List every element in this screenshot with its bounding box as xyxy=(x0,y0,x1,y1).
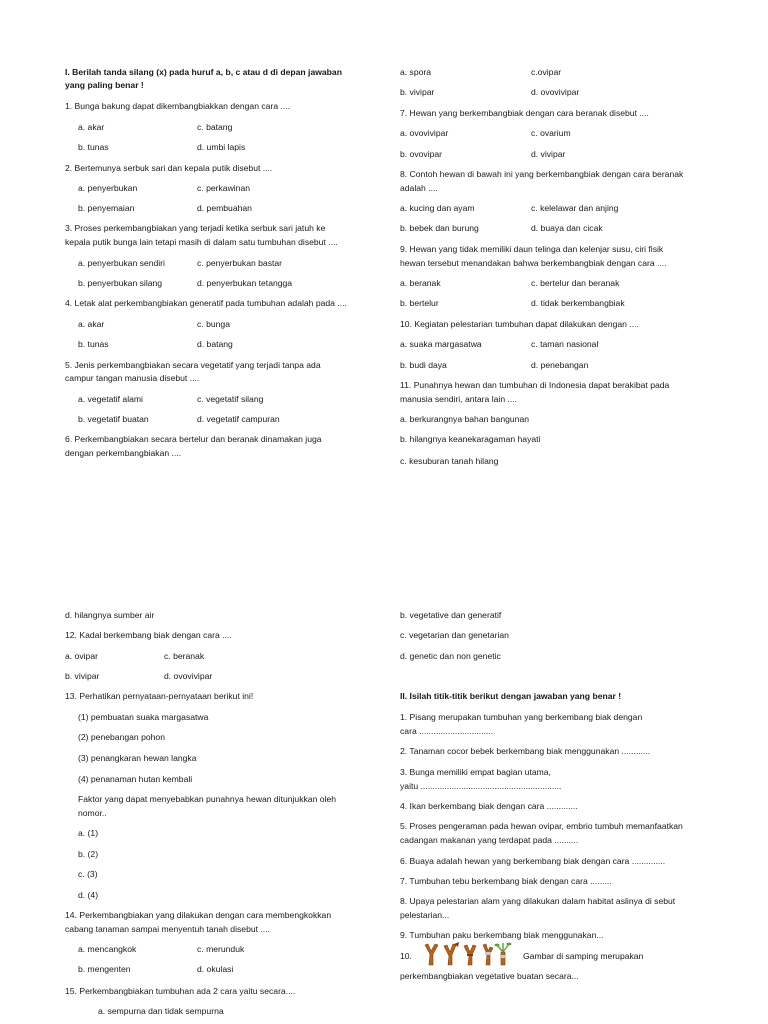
option-a[interactable]: a. akar xyxy=(78,122,105,132)
essay-text-line1: 1. Pisang merupakan tumbuhan yang berkembang biak dengan xyxy=(400,712,643,722)
option-d[interactable]: d. pembuahan xyxy=(197,203,252,213)
question-text-line1: 14. Perkembangbiakan yang dilakukan dengan cara membengkokkan xyxy=(65,910,332,920)
question-text: 1. Bunga bakung dapat dikembangbiakkan dengan cara .... xyxy=(65,101,291,111)
question-11-option-d[interactable]: d. hilangnya sumber air xyxy=(65,610,155,620)
question-text-line2: hewan tersebut menandakan bahwa berkembangbiak dengan cara .... xyxy=(400,258,667,268)
stem-stage-4 xyxy=(483,944,493,965)
question-text: 15. Perkembangbiakan tumbuhan ada 2 cara yaitu secara.... xyxy=(65,986,296,996)
option-c[interactable]: c. kesuburan tanah hilang xyxy=(400,456,499,466)
option-c[interactable]: c. bertelur dan beranak xyxy=(531,278,620,288)
prompt-line2: nomor.. xyxy=(78,808,107,818)
essay-text-line1: 8. Upaya pelestarian alam yang dilakukan dalam habitat aslinya di sebut xyxy=(400,896,676,906)
essay-4[interactable]: 4. Ikan berkembang biak dengan cara ............. xyxy=(400,801,578,811)
option-c[interactable]: c. ovarium xyxy=(531,128,571,138)
essay-text-line2[interactable]: pelestarian... xyxy=(400,910,450,920)
option-a[interactable]: a. kucing dan ayam xyxy=(400,203,475,213)
question-text-line2: manusia sendiri, antara lain .... xyxy=(400,394,518,404)
option-b[interactable]: b. hilangnya keanekaragaman hayati xyxy=(400,434,541,444)
question-text-line2: cabang tanaman sampai menyentuh tanah disebut .... xyxy=(65,924,270,934)
option-b[interactable]: b. (2) xyxy=(78,849,99,859)
option-a[interactable]: a. mencangkok xyxy=(78,944,137,954)
option-b[interactable]: b. bertelur xyxy=(400,298,439,308)
option-b[interactable]: b. tunas xyxy=(78,142,109,152)
option-d[interactable]: d. vivipar xyxy=(531,149,566,159)
stem-stage-3 xyxy=(464,945,476,965)
essay-2[interactable]: 2. Tanaman cocor bebek berkembang biak menggunakan ............ xyxy=(400,746,651,756)
option-b[interactable]: b. vivipar xyxy=(400,87,435,97)
question-text-line1: 8. Contoh hewan di bawah ini yang berkembangbiak dengan cara beranak xyxy=(400,169,684,179)
essay-6[interactable]: 6. Buaya adalah hewan yang berkembang biak dengan cara .............. xyxy=(400,856,666,866)
essay-text-line2[interactable]: cadangan makanan yang terdapat pada .......... xyxy=(400,835,579,845)
option-b[interactable]: b. budi daya xyxy=(400,360,447,370)
option-b[interactable]: b. vegetatif buatan xyxy=(78,414,149,424)
option-d[interactable]: d. ovovivipar xyxy=(164,671,213,681)
section-title-line2: yang paling benar ! xyxy=(65,80,144,90)
question-text-line2: dengan perkembangbiakan .... xyxy=(65,448,182,458)
option-c[interactable]: c. vegetarian dan genetarian xyxy=(400,630,509,640)
prompt-line1: Faktor yang dapat menyebabkan punahnya hewan ditunjukkan oleh xyxy=(78,794,336,804)
essay-number: 10. xyxy=(400,951,412,961)
question-text-line1: 6. Perkembangbiakan secara bertelur dan beranak dinamakan juga xyxy=(65,434,322,444)
option-c[interactable]: c. (3) xyxy=(78,869,98,879)
option-a[interactable]: a. akar xyxy=(78,319,105,329)
option-a[interactable]: a. vegetatif alami xyxy=(78,394,143,404)
option-a[interactable]: a. penyerbukan xyxy=(78,183,138,193)
question-text-line1: 9. Hewan yang tidak memiliki daun telinga dan kelenjar susu, ciri fisik xyxy=(400,244,664,254)
option-c[interactable]: c.ovipar xyxy=(531,67,562,77)
option-d[interactable]: d. genetic dan non genetic xyxy=(400,651,501,661)
question-text: 10. Kegiatan pelestarian tumbuhan dapat dilakukan dengan .... xyxy=(400,319,639,329)
option-c[interactable]: c. perkawinan xyxy=(197,183,251,193)
question-text: 4. Letak alat perkembangbiakan generatif pada tumbuhan adalah pada .... xyxy=(65,298,347,308)
question-text-line2: kepala putik bunga lain tetapi masih di dalam satu tumbuhan disebut .... xyxy=(65,237,338,247)
option-a[interactable]: a. sempurna dan tidak sempurna xyxy=(98,1006,224,1016)
stem-stage-2 xyxy=(444,942,459,965)
question-text-line1: 3. Proses perkembangbiakan yang terjadi ketika serbuk sari jatuh ke xyxy=(65,223,326,233)
option-c[interactable]: c. kelelawar dan anjing xyxy=(531,203,619,213)
option-b[interactable]: b. vegetative dan generatif xyxy=(400,610,502,620)
option-d[interactable]: d. buaya dan cicak xyxy=(531,223,603,233)
question-text: 12. Kadal berkembang biak dengan cara .... xyxy=(65,630,232,640)
essay-text-line1: Gambar di samping merupakan xyxy=(523,951,644,961)
option-d[interactable]: d. ovovivipar xyxy=(531,87,580,97)
option-b[interactable]: b. bebek dan burung xyxy=(400,223,479,233)
option-d[interactable]: d. penebangan xyxy=(531,360,589,370)
option-d[interactable]: d. tidak berkembangbiak xyxy=(531,298,625,308)
essay-text-line1: 5. Proses pengeraman pada hewan ovipar, embrio tumbuh memanfaatkan xyxy=(400,821,683,831)
option-a[interactable]: a. berkurangnya bahan bangunan xyxy=(400,414,530,424)
option-b[interactable]: b. vivipar xyxy=(65,671,100,681)
option-c[interactable]: c. bunga xyxy=(197,319,230,329)
option-b[interactable]: b. mengenten xyxy=(78,964,131,974)
option-b[interactable]: b. tunas xyxy=(78,339,109,349)
option-a[interactable]: a. (1) xyxy=(78,828,99,838)
question-text-line1: 5. Jenis perkembangbiakan secara vegetatif yang terjadi tanpa ada xyxy=(65,360,321,370)
option-a[interactable]: a. suaka margasatwa xyxy=(400,339,482,349)
option-c[interactable]: c. vegetatif silang xyxy=(197,394,264,404)
question-text-line1: 11. Punahnya hewan dan tumbuhan di Indonesia dapat berakibat pada xyxy=(400,380,670,390)
question-text-line2: campur tangan manusia disebut .... xyxy=(65,373,200,383)
option-c[interactable]: c. batang xyxy=(197,122,233,132)
plant-grafting-illustration xyxy=(421,942,521,966)
option-c[interactable]: c. taman nasional xyxy=(531,339,599,349)
stem-stage-1 xyxy=(425,944,438,965)
essay-text-line2[interactable]: cara ............................... xyxy=(400,726,494,736)
essay-text-line2[interactable]: perkembangbiakan vegetative buatan secara... xyxy=(400,971,579,981)
statement-2: (2) penebangan pohon xyxy=(78,732,165,742)
option-a[interactable]: a. penyerbukan sendiri xyxy=(78,258,165,268)
option-d[interactable]: d. penyerbukan tetangga xyxy=(197,278,293,288)
option-d[interactable]: d. batang xyxy=(197,339,233,349)
option-a[interactable]: a. ovovivipar xyxy=(400,128,449,138)
option-b[interactable]: b. penyemaian xyxy=(78,203,135,213)
option-a[interactable]: a. beranak xyxy=(400,278,441,288)
option-a[interactable]: a. ovipar xyxy=(65,651,98,661)
section-title-line1: I. Berilah tanda silang (x) pada huruf a, b, c atau d di depan jawaban xyxy=(65,67,342,77)
option-b[interactable]: b. penyerbukan silang xyxy=(78,278,163,288)
option-d[interactable]: d. okulasi xyxy=(197,964,234,974)
option-d[interactable]: d. (4) xyxy=(78,890,99,900)
statement-1: (1) pembuatan suaka margasatwa xyxy=(78,712,209,722)
option-c[interactable]: c. penyerbukan bastar xyxy=(197,258,283,268)
essay-7[interactable]: 7. Tumbuhan tebu berkembang biak dengan cara ......... xyxy=(400,876,612,886)
stem-stage-5 xyxy=(495,943,512,965)
option-c[interactable]: c. merunduk xyxy=(197,944,245,954)
statement-3: (3) penangkaran hewan langka xyxy=(78,753,197,763)
question-text: 7. Hewan yang berkembangbiak dengan cara beranak disebut .... xyxy=(400,108,649,118)
section-2-title: II. Isilah titik-titik berikut dengan jawaban yang benar ! xyxy=(400,691,622,701)
statement-4: (4) penanaman hutan kembali xyxy=(78,774,193,784)
question-text: 13. Perhatikan pernyataan-pernyataan berikut ini! xyxy=(65,691,254,701)
essay-text-line2[interactable]: yaitu ........................................................... xyxy=(400,781,562,791)
option-d[interactable]: d. vegetatif campuran xyxy=(197,414,280,424)
question-text: 2. Bertemunya serbuk sari dan kepala putik disebut .... xyxy=(65,163,273,173)
option-b[interactable]: b. ovovipar xyxy=(400,149,443,159)
essay-9[interactable]: 9. Tumbuhan paku berkembang biak menggunakan... xyxy=(400,930,604,940)
option-a[interactable]: a. spora xyxy=(400,67,432,77)
option-c[interactable]: c. beranak xyxy=(164,651,205,661)
option-d[interactable]: d. umbi lapis xyxy=(197,142,246,152)
essay-text-line1: 3. Bunga memiliki empat bagian utama, xyxy=(400,767,551,777)
question-text-line2: adalah .... xyxy=(400,183,438,193)
